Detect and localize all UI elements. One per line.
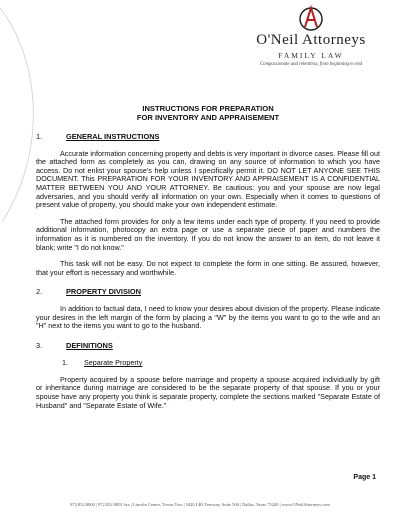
firm-subtitle: FAMILY LAW bbox=[278, 51, 344, 60]
letterhead bbox=[236, 4, 386, 67]
firm-logo-icon bbox=[298, 4, 324, 34]
section-title: DEFINITIONS bbox=[66, 340, 113, 350]
footer-contact: 972.852.8000 | 972.852.8001 fax | Lincoln Centre, Tower Two | 5420 LBJ Freeway, Suite 500 | Dallas, Texas 75240 | www.ONeilAttorneys.com bbox=[70, 502, 330, 507]
section-heading-property-division bbox=[36, 288, 380, 297]
paragraph: Property acquired by a spouse before marriage and property a spouse acquired individually by gift or inheritance during marriage are considered to be the separate property of that spouse. If you or your spouse have any property you think is separate property, complete the sections marked "Separate Estate of Husband" and "Separate Estate of Wife." bbox=[36, 374, 380, 410]
paragraph: The attached form provides for only a few items under each type of property. If you need to provide additional information, photocopy an extra page or use a separate piece of paper and numbers the information as it is numbered on the inventory. If you do not know the answer to an item, do not leave it blank; write "I do not know." bbox=[36, 216, 380, 252]
section-number: 2. bbox=[36, 287, 43, 297]
subsection-number: 1. bbox=[62, 358, 68, 368]
paragraph: In addition to factual data, I need to know your desires about division of the property. Please indicate your desires in the left margin of the form by placing a "W" by the items you want to go to the wife and an "H" next to the items you want to go to the husband. bbox=[36, 303, 380, 331]
section-number: 3. bbox=[36, 340, 43, 350]
document-title-line2: FOR INVENTORY AND APPRAISEMENT bbox=[136, 113, 280, 122]
section-title: PROPERTY DIVISION bbox=[66, 287, 142, 297]
paragraph: Accurate information concerning property and debts is very important in divorce cases. Please fill out the attached form as completely as you can, drawing on any source of information to which you have access. Do not enlist your spouse's help unless I specifically permit it. DO NOT LET ANYONE SEE THIS DOCUMENT. This PREPARATION FOR YOUR INVENTORY AND APPRAISEMENT IS A CONFIDENTIAL MATTER BETWEEN YOU AND YOUR ATTORNEY. Be cautious: you and your spouse are now legal adversaries, and you should verify all information on your own. Especially when it comes to questions of present value of property, you should make your own independent estimate. bbox=[36, 148, 381, 210]
section-heading-general bbox=[36, 133, 380, 142]
section-title: GENERAL INSTRUCTIONS bbox=[66, 132, 160, 141]
firm-tagline: Compassionate and relentless, from beginning to end bbox=[259, 62, 363, 67]
subsection-heading-separate-property bbox=[62, 359, 380, 368]
document-body bbox=[36, 104, 380, 410]
section-heading-definitions bbox=[36, 342, 380, 351]
page-number: Page 1 bbox=[353, 474, 376, 481]
section-number: 1. bbox=[36, 132, 43, 141]
paragraph: This task will not be easy. Do not expect to complete the form in one sitting. Be assured, however, that your effort is necessary and worthwhile. bbox=[36, 259, 380, 277]
document-title-line1: INSTRUCTIONS FOR PREPARATION bbox=[142, 104, 274, 113]
firm-name: O'Neil Attorneys bbox=[256, 32, 366, 48]
subsection-title: Separate Property bbox=[84, 358, 143, 368]
